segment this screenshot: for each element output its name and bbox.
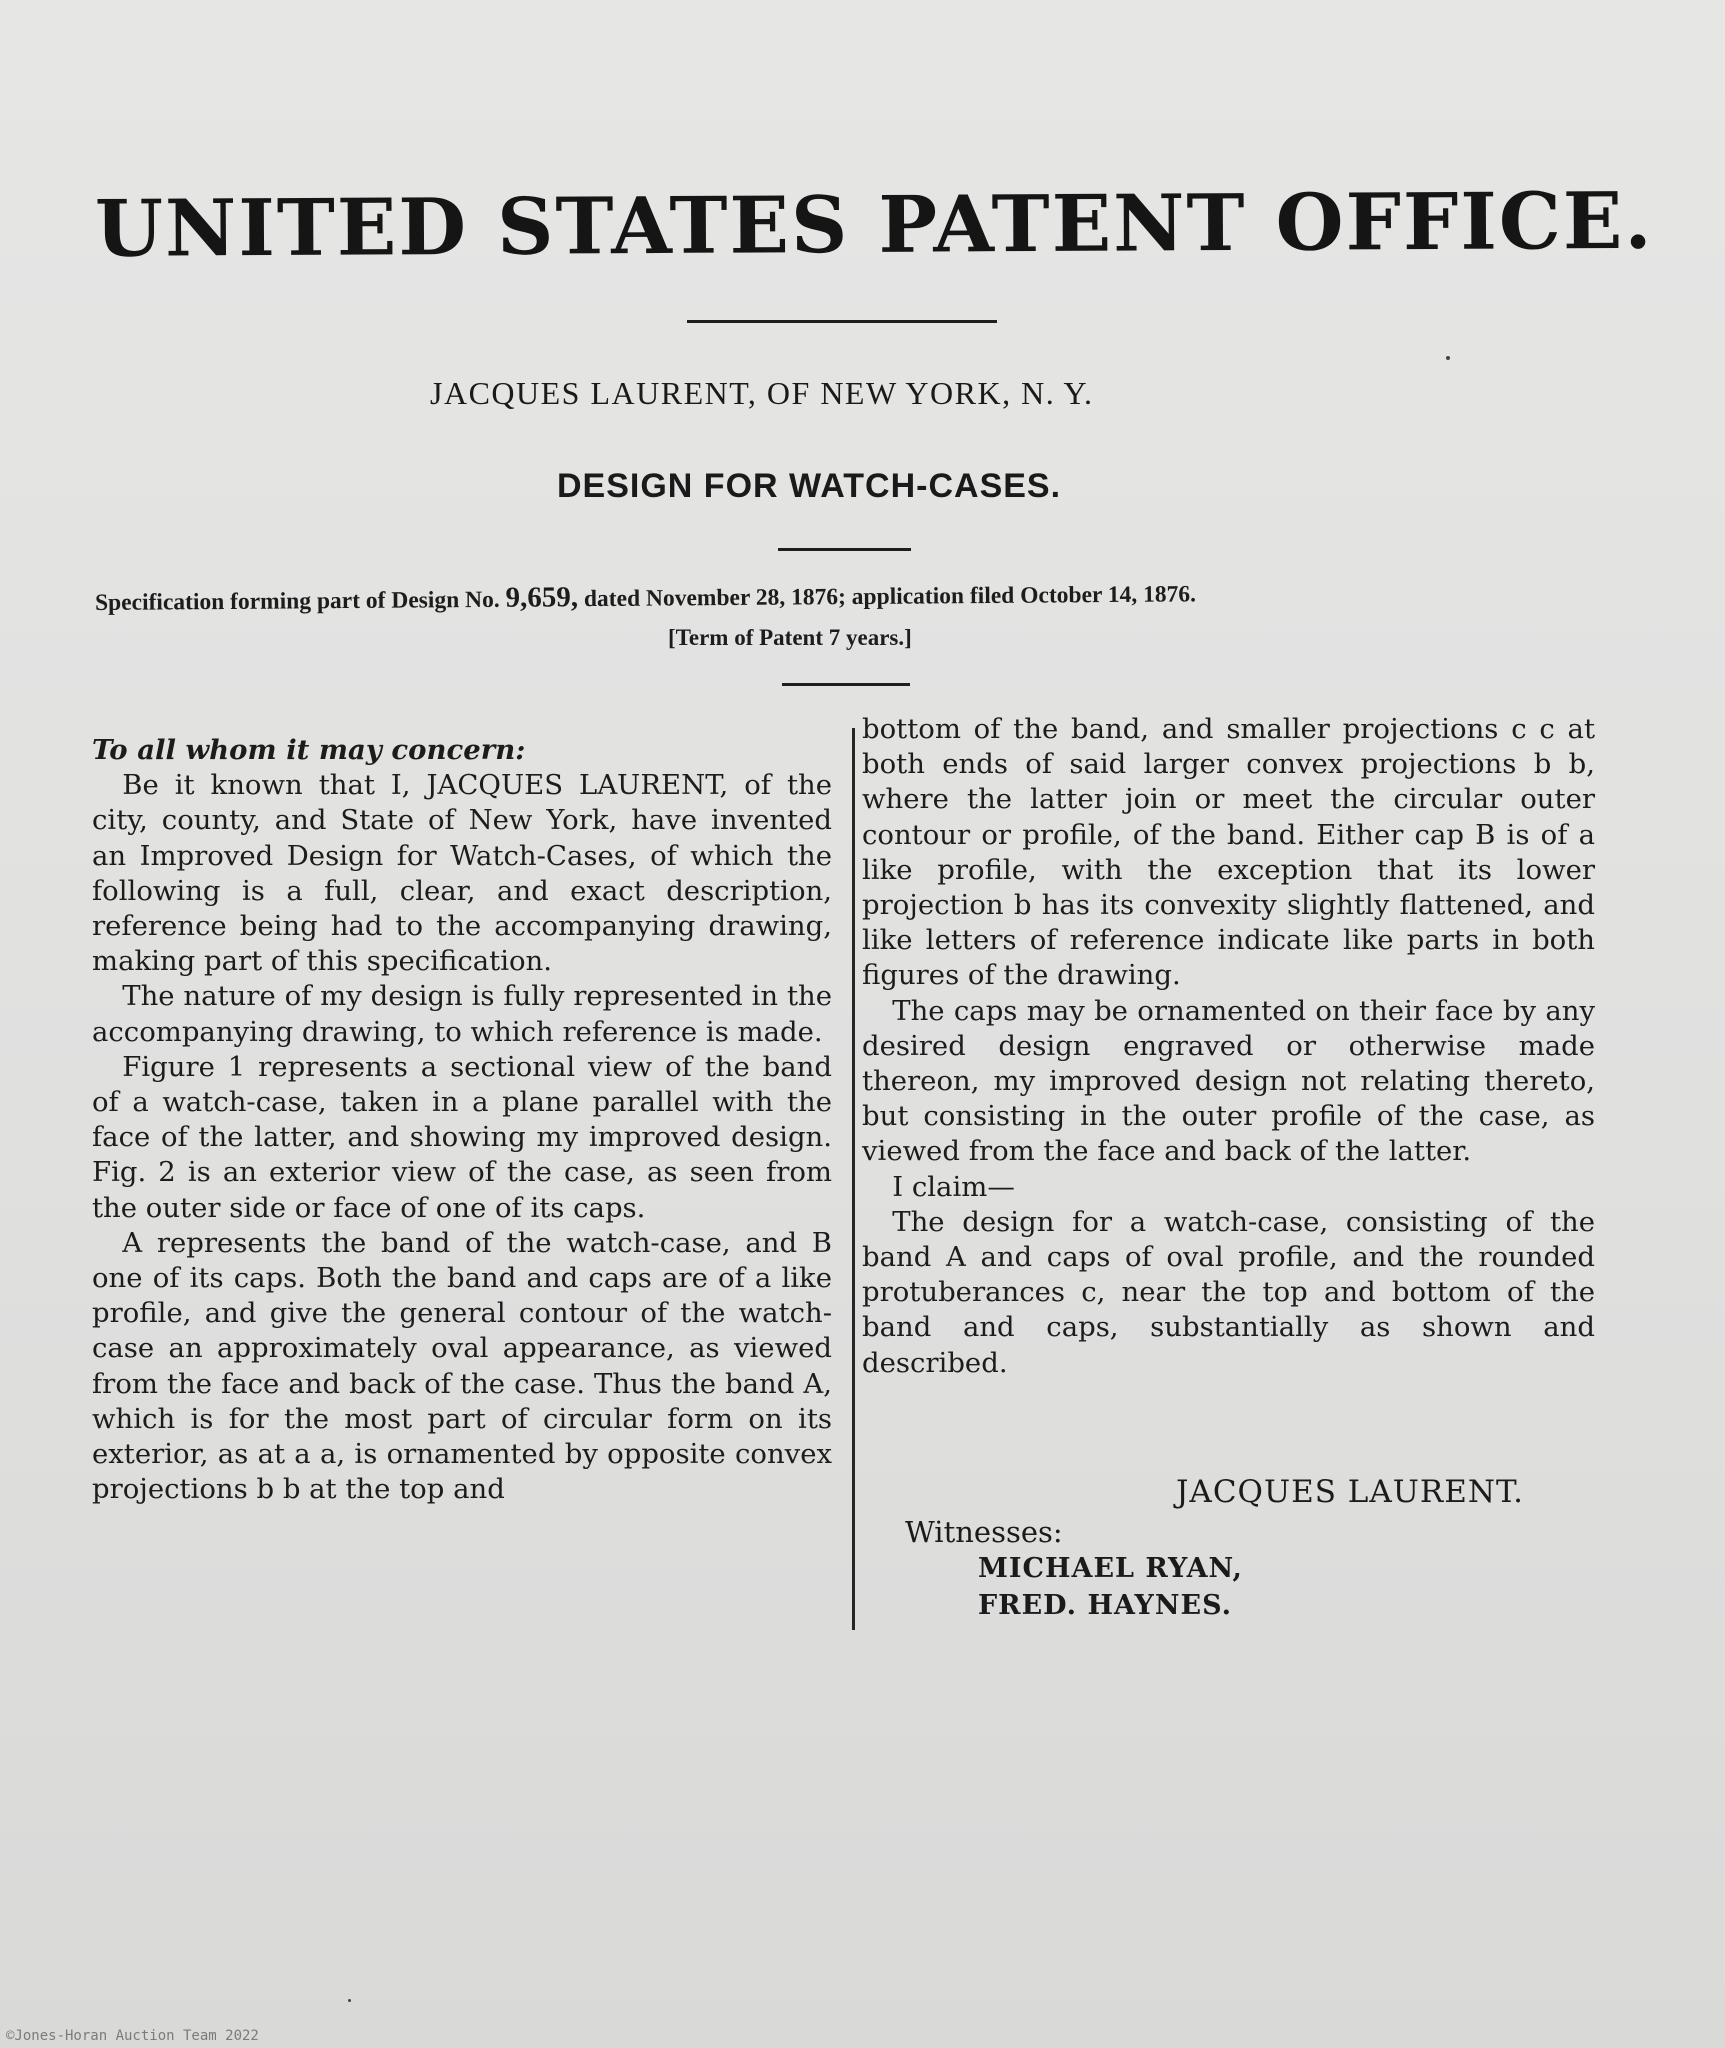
claim-text: The design for a watch-case, consisting of the band A and caps of oval profile, and the rounded protuberances c, near the top and bottom of the band and caps, substantially as shown and described. [862,1205,1595,1379]
paragraph: The nature of my design is fully represented in the accompanying drawing, to which reference is made. [92,980,832,1048]
right-column [862,712,1595,1381]
paragraph: Figure 1 represents a sectional view of the band of a watch-case, taken in a plane parallel with the face of the latter, and showing my improved design. Fig. 2 is an exterior view of the case, as seen from the outer side or face of one of its caps. [92,1050,832,1224]
design-title: DESIGN FOR WATCH-CASES. [557,467,1062,505]
paragraph: Be it known that I, JACQUES LAURENT, of the city, county, and State of New York, have invented an Improved Design for Watch-Cases, of which the following is a full, clear, and exact description, reference being had to the accompanying drawing, making part of this specification. [92,769,832,978]
witnesses-label: Witnesses: [905,1515,1063,1549]
paragraph: The caps may be ornamented on their face by any desired design engraved or otherwise made thereon, my improved design not relating thereto, but consisting in the outer profile of the case, as viewed from the face and back of the latter. [862,994,1595,1168]
salutation: To all whom it may concern: [92,734,526,766]
claim-intro: I claim— [892,1170,1015,1203]
spec-rule [782,683,910,686]
witness-name: MICHAEL RYAN, [978,1553,1243,1584]
inventor-line: JACQUES LAURENT, OF NEW YORK, N. Y. [430,375,1094,411]
spec-prefix: Specification forming part of Design No. [94,586,500,616]
paper-speck [348,1999,351,2002]
document-title: UNITED STATES PATENT OFFICE. [94,175,1654,275]
paper-speck [1446,356,1450,360]
paragraph-continuation: bottom of the band, and smaller projections c c at both ends of said larger convex projections b b, where the latter join or meet the circular outer contour or profile, of the band. Either cap B is of a like profile, with the exception that its lower projection b has its convexity slightly flattened, and like letters of reference indicate like parts in both figures of the drawing. [862,713,1595,992]
title-rule [687,320,997,323]
specification-line [95,573,1595,618]
paragraph: A represents the band of the watch-case, and B one of its caps. Both the band and caps are of a like profile, and give the general contour of the watch-case an approximately oval appearance, as viewed from the face and back of the case. Thus the band A, which is for the most part of circular form on its exterior, as at a a, is ornamented by opposite convex projections b b at the top and [92,1226,832,1506]
inventor-signature: JACQUES LAURENT. [1176,1474,1524,1510]
spec-suffix: dated November 28, 1876; application filed October 14, 1876. [583,581,1197,613]
left-column [92,733,832,1507]
design-rule [778,548,911,551]
witness-name: FRED. HAYNES. [978,1590,1233,1621]
design-number: 9,659, [505,581,579,614]
column-divider [852,728,855,1630]
copyright-watermark: ©Jones-Horan Auction Team 2022 [6,2028,259,2044]
patent-term: [Term of Patent 7 years.] [668,625,912,650]
